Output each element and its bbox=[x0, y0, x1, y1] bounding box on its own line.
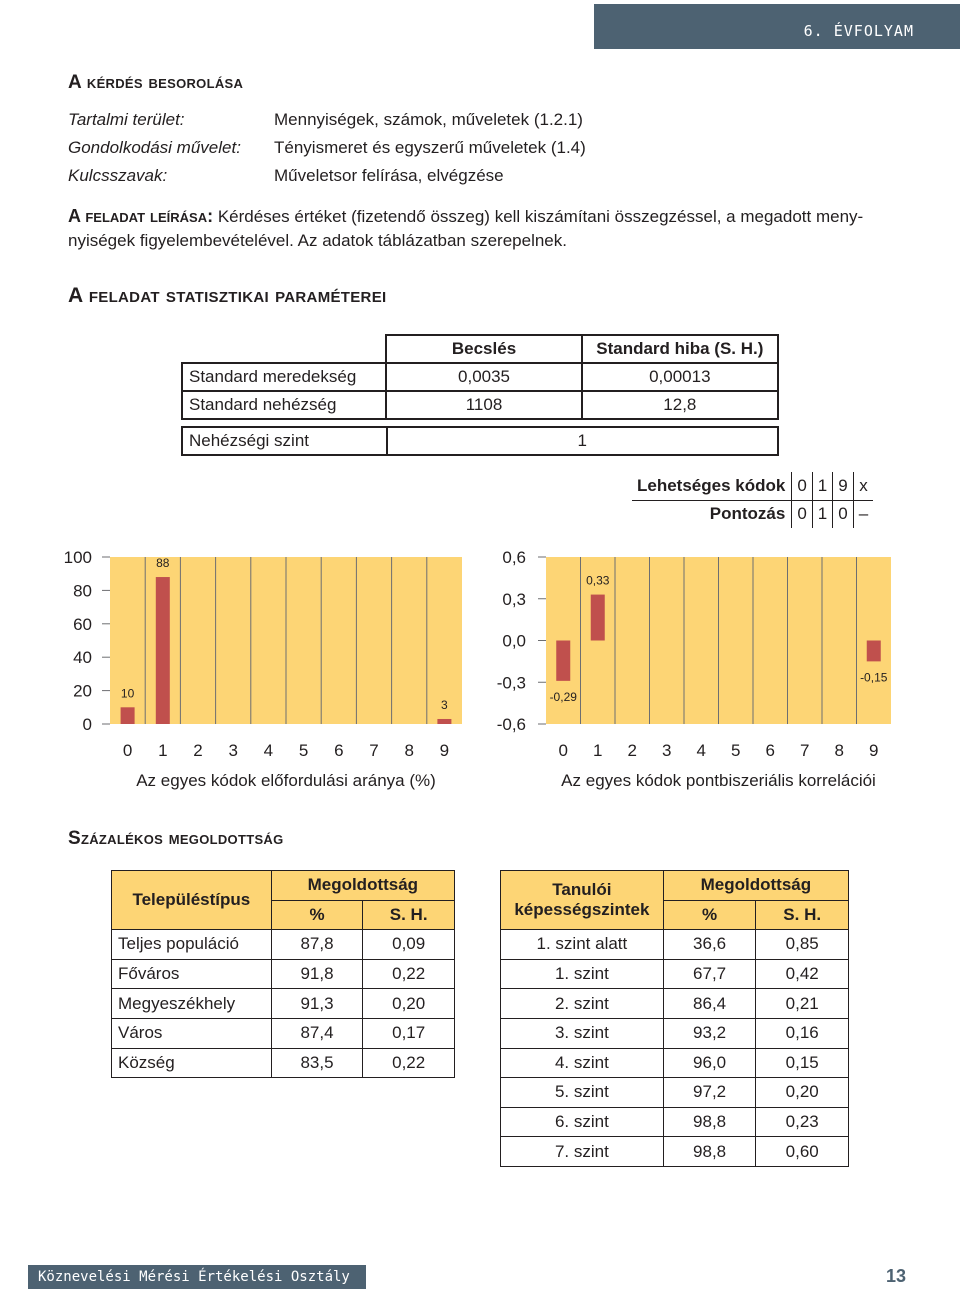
x-axis-label: Az egyes kódok pontbiszeriális korrelációi bbox=[561, 771, 876, 790]
content-area-value: Mennyiségek, számok, műveletek (1.2.1) bbox=[274, 110, 583, 129]
bar bbox=[437, 719, 451, 724]
data-label: -0,15 bbox=[860, 670, 888, 685]
ability-level-table bbox=[500, 870, 849, 1167]
col-estimate-header: Becslés bbox=[386, 335, 581, 363]
data-label: 0,33 bbox=[586, 573, 610, 588]
data-label: 88 bbox=[156, 556, 170, 571]
data-label: -0,29 bbox=[549, 689, 577, 704]
task-description-lead: A feladat leírása: bbox=[68, 206, 214, 226]
bar bbox=[156, 577, 170, 724]
x-tick-label: 5 bbox=[298, 741, 309, 760]
row-se: 0,17 bbox=[363, 1018, 455, 1048]
row-pct: 67,7 bbox=[663, 959, 756, 989]
x-axis-label: Az egyes kódok előfordulási aránya (%) bbox=[136, 771, 436, 790]
row-se: 0,20 bbox=[363, 989, 455, 1019]
table-row bbox=[112, 959, 455, 989]
row-label: 1. szint alatt bbox=[501, 930, 664, 960]
row-pct: 98,8 bbox=[663, 1137, 756, 1167]
row-se: 0,09 bbox=[363, 930, 455, 960]
x-tick-label: 5 bbox=[731, 741, 741, 760]
row-pct: 91,3 bbox=[271, 989, 363, 1019]
row-pct: 36,6 bbox=[663, 930, 756, 960]
code-cell: x bbox=[853, 472, 873, 500]
table-row bbox=[112, 989, 455, 1019]
row-label: 1. szint bbox=[501, 959, 664, 989]
row-pct: 83,5 bbox=[271, 1048, 363, 1078]
task-description-line1: Kérdéses értéket (fizetendő összeg) kell kiszámítani összegzéssel, a megadott meny- bbox=[217, 207, 864, 226]
x-tick-label: 6 bbox=[765, 741, 775, 760]
row-se: 0,23 bbox=[756, 1107, 849, 1137]
row-se: 0,16 bbox=[756, 1018, 849, 1048]
x-tick-label: 3 bbox=[228, 741, 238, 760]
x-tick-label: 0 bbox=[122, 741, 133, 760]
y-tick-label: -0,3 bbox=[496, 673, 526, 693]
row-pct: 96,0 bbox=[663, 1048, 756, 1078]
col-se-header: Standard hiba (S. H.) bbox=[582, 335, 778, 363]
x-tick-label: 0 bbox=[558, 741, 568, 760]
row-label: Város bbox=[112, 1018, 272, 1048]
keywords-key: Kulcsszavak: bbox=[68, 166, 168, 185]
settlement-table bbox=[111, 870, 455, 1078]
table-row bbox=[501, 1048, 849, 1078]
row-label: 4. szint bbox=[501, 1048, 664, 1078]
table-row bbox=[501, 1078, 849, 1108]
stats-title: A feladat statisztikai paraméterei bbox=[68, 284, 387, 307]
ability-level-header: Tanulói képességszintek bbox=[501, 871, 664, 930]
keywords-value: Műveletsor felírása, elvégzése bbox=[274, 166, 504, 185]
page-number: 13 bbox=[886, 1266, 907, 1286]
classification-title: A kérdés besorolása bbox=[68, 72, 244, 93]
content-area-key: Tartalmi terület: bbox=[68, 110, 185, 129]
y-tick-label: 0,0 bbox=[502, 631, 526, 651]
x-tick-label: 7 bbox=[800, 741, 810, 760]
data-label: 3 bbox=[441, 697, 448, 712]
header-band bbox=[594, 4, 960, 49]
stats-table bbox=[181, 334, 779, 420]
row-pct: 87,4 bbox=[271, 1018, 363, 1048]
score-cell: 0 bbox=[833, 500, 853, 528]
x-tick-label: 7 bbox=[369, 741, 379, 760]
frequency-chart bbox=[50, 545, 520, 795]
stats-row-label: Standard meredekség bbox=[182, 363, 386, 391]
x-tick-label: 1 bbox=[158, 741, 168, 760]
y-tick-label: 20 bbox=[73, 681, 92, 701]
codes-table bbox=[632, 472, 873, 528]
x-tick-label: 9 bbox=[869, 741, 879, 760]
stats-row-estimate: 0,0035 bbox=[386, 363, 581, 391]
y-tick-label: 60 bbox=[73, 614, 92, 634]
bar bbox=[121, 707, 135, 724]
task-description bbox=[68, 204, 898, 253]
score-cell: 1 bbox=[812, 500, 832, 528]
table-row bbox=[501, 1018, 849, 1048]
x-tick-label: 4 bbox=[696, 741, 706, 760]
row-pct: 98,8 bbox=[663, 1107, 756, 1137]
x-tick-label: 2 bbox=[627, 741, 637, 760]
difficulty-label: Nehézségi szint bbox=[182, 427, 387, 455]
thinking-operation-key: Gondolkodási művelet: bbox=[68, 138, 241, 157]
row-label: 5. szint bbox=[501, 1078, 664, 1108]
table-row bbox=[501, 1107, 849, 1137]
solved-group-header: Megoldottság bbox=[271, 871, 454, 901]
row-se: 0,22 bbox=[363, 1048, 455, 1078]
codes-label: Lehetséges kódok bbox=[632, 472, 792, 500]
y-tick-label: 40 bbox=[73, 648, 92, 668]
y-tick-label: 0,6 bbox=[502, 548, 526, 567]
row-se: 0,22 bbox=[363, 959, 455, 989]
bar bbox=[556, 641, 570, 681]
row-se: 0,85 bbox=[756, 930, 849, 960]
code-cell: 1 bbox=[812, 472, 832, 500]
x-tick-label: 6 bbox=[334, 741, 344, 760]
x-tick-label: 4 bbox=[263, 741, 274, 760]
row-pct: 87,8 bbox=[271, 930, 363, 960]
row-label: Teljes populáció bbox=[112, 930, 272, 960]
y-tick-label: 0 bbox=[82, 715, 92, 734]
settlement-type-header: Településtípus bbox=[112, 871, 272, 930]
row-se: 0,60 bbox=[756, 1137, 849, 1167]
row-label: 6. szint bbox=[501, 1107, 664, 1137]
score-cell: 0 bbox=[792, 500, 812, 528]
score-cell: – bbox=[853, 500, 873, 528]
bar bbox=[591, 595, 605, 641]
row-pct: 97,2 bbox=[663, 1078, 756, 1108]
stats-row-se: 0,00013 bbox=[582, 363, 778, 391]
row-se: 0,20 bbox=[756, 1078, 849, 1108]
stats-row-se: 12,8 bbox=[582, 391, 778, 419]
pct-header: % bbox=[271, 900, 363, 930]
x-tick-label: 8 bbox=[834, 741, 844, 760]
footer-org: Köznevelési Mérési Értékelési Osztály bbox=[38, 1269, 350, 1285]
correlation-chart bbox=[490, 545, 910, 795]
solved-title: Százalékos megoldottság bbox=[68, 828, 284, 849]
row-label: 3. szint bbox=[501, 1018, 664, 1048]
row-label: Megyeszékhely bbox=[112, 989, 272, 1019]
x-tick-label: 1 bbox=[593, 741, 603, 760]
x-tick-label: 8 bbox=[404, 741, 414, 760]
x-tick-label: 2 bbox=[193, 741, 203, 760]
stats-row-label: Standard nehézség bbox=[182, 391, 386, 419]
row-se: 0,15 bbox=[756, 1048, 849, 1078]
y-tick-label: 80 bbox=[73, 581, 92, 601]
table-row bbox=[112, 1018, 455, 1048]
row-pct: 91,8 bbox=[271, 959, 363, 989]
solved-group-header: Megoldottság bbox=[663, 871, 848, 901]
thinking-operation-value: Tényismeret és egyszerű műveletek (1.4) bbox=[274, 138, 586, 157]
se-header: S. H. bbox=[756, 900, 849, 930]
stats-row bbox=[182, 391, 778, 419]
stats-row-estimate: 1108 bbox=[386, 391, 581, 419]
table-row bbox=[501, 989, 849, 1019]
bar bbox=[867, 641, 881, 662]
table-row bbox=[501, 930, 849, 960]
row-label: 7. szint bbox=[501, 1137, 664, 1167]
code-cell: 0 bbox=[792, 472, 812, 500]
difficulty-table bbox=[181, 426, 779, 456]
row-label: Főváros bbox=[112, 959, 272, 989]
table-row bbox=[112, 1048, 455, 1078]
y-tick-label: -0,6 bbox=[496, 715, 526, 734]
y-tick-label: 100 bbox=[63, 548, 92, 567]
table-row bbox=[112, 930, 455, 960]
task-description-line2: nyiségek figyelembevételével. Az adatok táblázatban szerepelnek. bbox=[68, 231, 567, 250]
score-label: Pontozás bbox=[709, 504, 786, 524]
row-pct: 93,2 bbox=[663, 1018, 756, 1048]
stats-row bbox=[182, 363, 778, 391]
code-cell: 9 bbox=[833, 472, 853, 500]
se-header: S. H. bbox=[363, 900, 455, 930]
row-label: Község bbox=[112, 1048, 272, 1078]
y-tick-label: 0,3 bbox=[502, 589, 526, 609]
table-row bbox=[501, 959, 849, 989]
pct-header: % bbox=[663, 900, 756, 930]
grade-label: 6. ÉVFOLYAM bbox=[803, 22, 914, 40]
table-row bbox=[501, 1137, 849, 1167]
footer-band bbox=[28, 1265, 366, 1289]
row-label: 2. szint bbox=[501, 989, 664, 1019]
row-pct: 86,4 bbox=[663, 989, 756, 1019]
data-label: 10 bbox=[120, 686, 135, 701]
x-tick-label: 3 bbox=[662, 741, 672, 760]
x-tick-label: 9 bbox=[439, 741, 450, 760]
difficulty-value: 1 bbox=[387, 427, 778, 455]
row-se: 0,21 bbox=[756, 989, 849, 1019]
row-se: 0,42 bbox=[756, 959, 849, 989]
